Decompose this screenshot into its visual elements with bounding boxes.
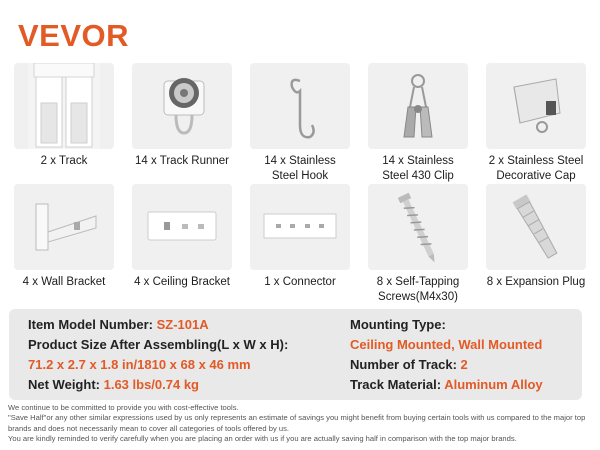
item-stainless-steel-hook [250, 63, 350, 184]
spec-size-label-line [28, 336, 288, 353]
item-expansion-plug [486, 184, 586, 290]
spec-label: Net Weight: [28, 377, 100, 392]
item-steel-clip [368, 63, 468, 184]
spec-value: 1.63 lbs/0.74 kg [103, 377, 200, 392]
spec-value: SZ-101A [156, 317, 209, 332]
spec-label: Mounting Type: [350, 317, 446, 332]
item-ceiling-bracket [132, 184, 232, 290]
disclaimer-text [8, 403, 594, 444]
spec-size-value-line [28, 356, 251, 373]
spec-mounting-label-line [350, 316, 446, 333]
item-track [14, 63, 114, 169]
item-decorative-cap-label: 2 x Stainless Steel Decorative Cap [488, 155, 584, 182]
spec-label: Item Model Number: [28, 317, 153, 332]
specifications-panel [9, 309, 582, 400]
item-connector [250, 184, 350, 290]
item-steel-clip-label: 14 x Stainless Steel 430 Clip [382, 155, 454, 182]
item-stainless-steel-hook-label: 14 x Stainless Steel Hook [264, 155, 336, 182]
wall-bracket-icon [14, 184, 114, 270]
spec-value: Ceiling Mounted, Wall Mounted [350, 337, 543, 352]
item-wall-bracket [14, 184, 114, 290]
spec-value: 2 [460, 357, 468, 372]
expansion-plug-icon [486, 184, 586, 270]
screw-icon [368, 184, 468, 270]
item-expansion-plug-label: 8 x Expansion Plug [486, 276, 586, 288]
spec-value: 71.2 x 2.7 x 1.8 in/1810 x 68 x 46 mm [28, 357, 251, 372]
item-connector-label: 1 x Connector [264, 276, 336, 288]
spec-label: Number of Track: [350, 357, 457, 372]
connector-icon [250, 184, 350, 270]
track-icon [14, 63, 114, 149]
disclaimer-line: "Save Half"or any other similar expressions used by us only represents an estimate of savings you might benefit from buying certain tools with us compared to the major top brands and does not necessarily mean to cover all categories of tools offered by us. [8, 413, 586, 433]
item-track-runner-label: 14 x Track Runner [135, 155, 229, 167]
item-track-label: 2 x Track [40, 155, 88, 167]
disclaimer-line: We continue to be committed to provide you with cost-effective tools. [8, 403, 239, 412]
end-cap-icon [486, 63, 586, 149]
spec-track-count [350, 356, 468, 373]
item-self-tapping-screws [368, 184, 468, 305]
item-track-runner [132, 63, 232, 169]
disclaimer-line: You are kindly reminded to verify carefully when you are placing an order with us if you are actually saving half in comparison with the top major brands. [8, 433, 517, 443]
vevor-logo: VEVOR [18, 18, 130, 53]
spec-label: Product Size After Assembling(L x W x H): [28, 337, 289, 352]
spec-value: Aluminum Alloy [444, 377, 543, 392]
spec-track-material [350, 376, 543, 393]
item-wall-bracket-label: 4 x Wall Bracket [22, 276, 106, 288]
spec-item-model [28, 316, 209, 333]
clip-icon [368, 63, 468, 149]
spec-label: Track Material: [350, 377, 442, 392]
spec-net-weight [28, 376, 199, 393]
s-hook-icon [250, 63, 350, 149]
item-decorative-cap [486, 63, 586, 184]
ceiling-bracket-icon [132, 184, 232, 270]
track-runner-icon [132, 63, 232, 149]
spec-mounting-value-line [350, 336, 542, 353]
item-ceiling-bracket-label: 4 x Ceiling Bracket [134, 276, 230, 288]
item-self-tapping-screws-label: 8 x Self-Tapping Screws(M4x30) [376, 276, 460, 303]
